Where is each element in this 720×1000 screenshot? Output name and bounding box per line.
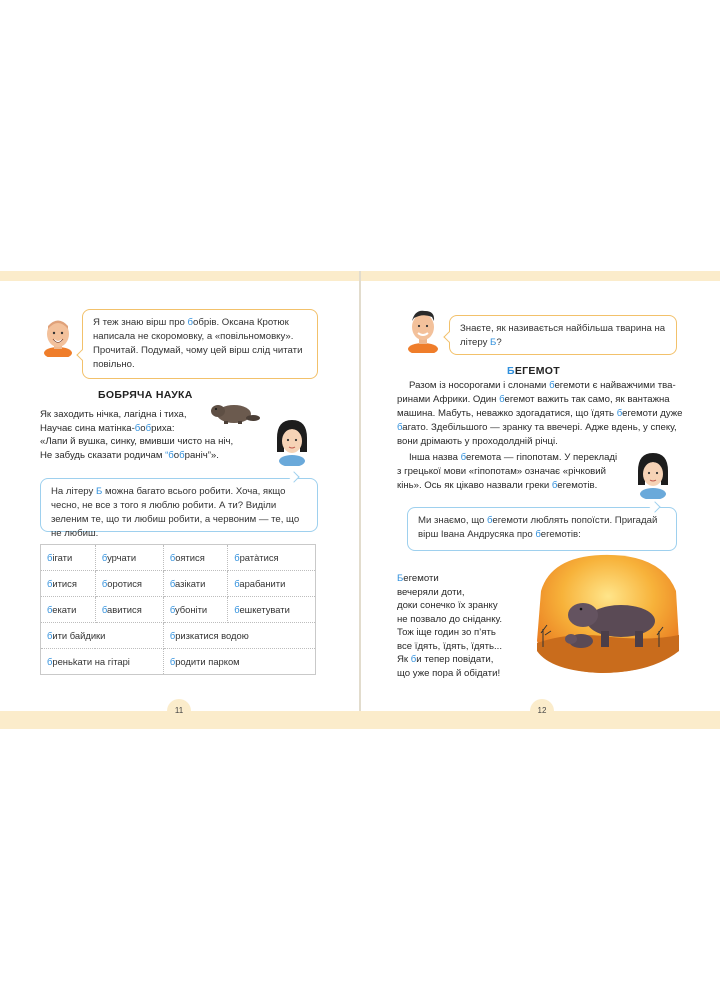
text-run: егемот важить так само, як вантажна [504, 394, 670, 405]
text-line [40, 408, 233, 422]
text-run: Інша назва [409, 452, 461, 463]
highlight-letter: б [101, 604, 108, 615]
highlight-letter: б [179, 449, 185, 461]
word-rest: оротися [107, 578, 142, 589]
text-run: раніч”». [184, 449, 219, 461]
text-run: егемотів. [557, 480, 598, 491]
highlight-letter: б [145, 422, 152, 434]
text-run: Научає сина матінка- [40, 422, 135, 434]
text-line [397, 572, 502, 586]
highlight-letter: б [234, 552, 240, 563]
text-run: машина. Мабуть, неважко здогадатися, що їдять [397, 408, 617, 419]
table-cell[interactable] [163, 623, 315, 649]
highlight-letter: Б [95, 486, 103, 497]
text-run: все їдять, їдять, їдять... [397, 640, 502, 652]
text-line [397, 407, 682, 421]
text-line [397, 451, 617, 465]
text-line [397, 379, 682, 393]
highlight-letter: “б [165, 449, 174, 461]
table-cell[interactable] [41, 545, 96, 571]
table-cell[interactable] [163, 649, 315, 675]
table-row [41, 623, 316, 649]
text-run: Знаєте, як називається найбільша тварина на літеру [460, 323, 666, 348]
left-page [0, 281, 359, 711]
girl-speech-bubble-2 [407, 507, 677, 551]
highlight-letter: б [47, 630, 53, 641]
text-line [397, 586, 502, 600]
word-rest: авитися [107, 604, 142, 615]
table-cell[interactable] [163, 545, 227, 571]
boy-speech-bubble-2 [449, 315, 677, 355]
highlight-letter: б [101, 578, 108, 589]
text-run: ? [496, 337, 502, 348]
text-run: вечеряли доти, [397, 586, 465, 598]
table-row [41, 597, 316, 623]
text-run: що уже пора й обідати! [397, 667, 501, 679]
word-rest: екати [52, 604, 77, 615]
text-run: Я теж знаю вірш про [93, 317, 188, 328]
highlight-letter: б [234, 578, 240, 589]
text-line [397, 599, 502, 613]
text-line [397, 479, 617, 493]
text-run: Тож іще годин зо п’ять [397, 627, 496, 638]
page-number-left: 11 [167, 699, 191, 723]
text-run: «Лапи й вушка, синку, вмивши чисто на ніч, [40, 436, 234, 447]
boy-face-icon [403, 307, 443, 353]
highlight-letter: б [134, 422, 141, 434]
text-run: егемоти є найважчими тва- [554, 380, 676, 391]
boy-bubble-text [93, 317, 302, 370]
table-cell[interactable] [95, 545, 163, 571]
text-line [397, 393, 682, 407]
text-line [397, 465, 617, 479]
text-line [397, 626, 502, 640]
highlight-letter: б [47, 604, 53, 615]
table-cell[interactable] [95, 571, 163, 597]
boy-face-icon [40, 317, 76, 357]
text-line [397, 613, 502, 627]
highlight-letter: б [234, 604, 240, 615]
highlight-letter: б [47, 656, 53, 667]
word-rest: реньkати на гітарі [52, 656, 130, 667]
word-rest: ратàтися [239, 552, 279, 563]
text-run: Як заходить нічка, лагідна і тиха, [40, 409, 187, 420]
highlight-letter: б [47, 578, 53, 589]
text-run: Разом із носорогами і слонами [409, 380, 550, 391]
text-run: и тепер повідати, [416, 654, 494, 665]
word-rest: ити байдики [52, 630, 106, 641]
poem-heading: БОБРЯЧА НАУКА [98, 389, 193, 401]
highlight-letter: б [460, 452, 466, 463]
text-run: егемотів: [540, 529, 581, 540]
table-cell[interactable] [41, 623, 164, 649]
text-run: Як [397, 654, 411, 665]
bottom-band [0, 711, 720, 729]
word-rest: родити парком [175, 656, 240, 667]
text-run: егемоти дуже [622, 408, 683, 419]
highlight-letter: б [397, 422, 403, 433]
text-run: егемота — гіпопотам. У перекладі [465, 452, 618, 463]
boy-bubble-2-text [460, 323, 665, 348]
girl-speech-bubble [40, 478, 318, 539]
text-run: ЕГЕМОТ [514, 365, 560, 377]
text-line [397, 640, 502, 654]
girl-face-icon [272, 416, 312, 466]
highlight-letter: б [616, 408, 623, 419]
highlight-letter: б [499, 394, 505, 405]
text-line [397, 667, 502, 681]
highlight-letter: б [410, 654, 417, 665]
highlight-letter: б [169, 656, 176, 667]
table-cell[interactable] [228, 571, 316, 597]
highlight-letter: б [487, 515, 493, 526]
right-page [361, 281, 720, 711]
highlight-letter: б [169, 630, 176, 641]
text-run: егемоти [403, 573, 439, 584]
text-line [397, 653, 502, 667]
table-cell[interactable] [41, 597, 96, 623]
table-cell[interactable] [163, 571, 227, 597]
highlight-letter: б [47, 552, 53, 563]
hippo-illustration [531, 551, 681, 677]
word-rest: убоніти [174, 604, 208, 615]
text-run: о [173, 449, 180, 461]
girl-bubble-text [51, 486, 299, 539]
text-run: можна багато всього робити. Хоча, якщо чесно, не все з того я люблю робити. А ти? Виділи зеленим те, що ти любиш робити, а червоним — те, що не любиш. [51, 486, 300, 539]
highlight-letter: б [549, 380, 555, 391]
table-cell[interactable] [41, 649, 164, 675]
table-row [41, 649, 316, 675]
hippo-heading [507, 365, 560, 377]
word-rest: арабанити [239, 578, 286, 589]
text-line [397, 421, 682, 435]
table-cell[interactable] [163, 597, 227, 623]
text-run: егемоти люблять попоїсти. Пригадай вірш Івана Андрусяка про [418, 515, 658, 540]
text-run: обрів. Оксана Кротюк написала не скоромовку, а «повільномовку». Прочитай. Подумай, чому цей вірш слід читати повільно. [93, 317, 303, 370]
table-cell[interactable] [228, 545, 316, 571]
word-rest: итися [52, 578, 77, 589]
word-rest: оятися [175, 552, 205, 563]
text-line [40, 422, 233, 436]
word-rest: ризкатися водою [175, 630, 249, 641]
boy-speech-bubble [82, 309, 318, 379]
table-cell[interactable] [228, 597, 316, 623]
hippo-poem [397, 572, 502, 680]
girl-face-icon [633, 449, 673, 499]
table-cell[interactable] [95, 597, 163, 623]
highlight-letter: б [169, 604, 175, 615]
text-run: Ми знаємо, що [418, 515, 487, 526]
beaver-poem [40, 408, 233, 462]
text-run: ринами Африки. Один [397, 394, 500, 405]
word-rest: урчати [107, 552, 137, 563]
text-run: кінь». Ось як цікаво назвали греки [397, 480, 552, 491]
highlight-letter: б [101, 552, 108, 563]
text-run: доки сонечко їх зранку [397, 600, 498, 611]
highlight-letter: б [187, 317, 194, 328]
word-rest: азікати [174, 578, 206, 589]
highlight-letter: б [169, 552, 176, 563]
book-spread [0, 271, 720, 729]
text-run: не позвало до сніданку. [397, 613, 503, 625]
hippo-paragraph-2 [397, 451, 617, 493]
hippo-paragraph-1 [397, 379, 682, 449]
page-number-right: 12 [530, 699, 554, 723]
highlight-letter: б [535, 529, 541, 540]
highlight-letter: Б [397, 573, 404, 584]
highlight-letter: б [169, 578, 175, 589]
verb-table [40, 544, 316, 675]
text-run: вони дрімають у проходолдній річці. [397, 436, 558, 447]
text-run: агато. Здебільшого — зранку та ввечері. Адже вдень, у спеку, [402, 422, 677, 433]
word-rest: ешкетувати [239, 604, 290, 615]
table-cell[interactable] [41, 571, 96, 597]
girl-bubble-2-text [418, 515, 657, 540]
text-line [397, 435, 682, 449]
table-row [41, 545, 316, 571]
text-run: о [140, 422, 146, 434]
text-run: Не забудь сказати родичам [40, 449, 166, 461]
text-run: риха: [151, 422, 175, 434]
table-row [41, 571, 316, 597]
highlight-letter: б [551, 480, 558, 491]
text-line [40, 449, 233, 463]
word-rest: ігати [52, 552, 73, 563]
text-line [40, 435, 233, 449]
text-run: з грецької мови «гіпопотам» означає «річковий [397, 466, 606, 477]
highlight-letter: Б [507, 365, 515, 377]
highlight-letter: Б [490, 337, 497, 348]
text-run: На літеру [51, 486, 96, 497]
